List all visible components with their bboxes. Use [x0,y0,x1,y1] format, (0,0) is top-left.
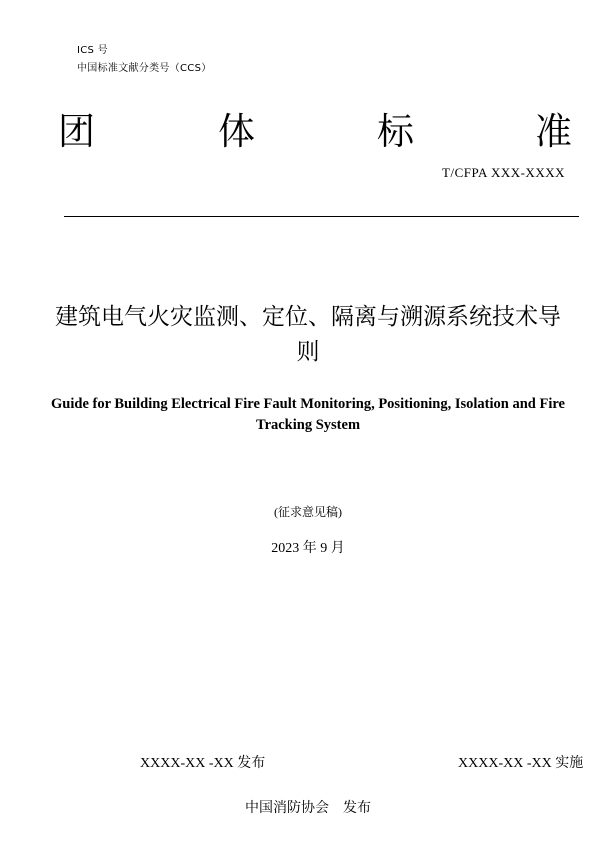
standard-type-char-1: 团 [58,110,95,153]
issuing-organization: 中国消防协会 发布 [245,800,371,816]
header-divider [64,216,579,217]
standard-code: T/CFPA XXX-XXXX [442,165,565,180]
publish-date: XXXX-XX -XX 发布 [140,756,266,771]
implement-date: XXXX-XX -XX 实施 [458,756,584,771]
document-title-chinese: 建筑电气火灾监测、定位、隔离与溯源系统技术导则 [55,304,561,365]
draft-date: 2023 年 9 月 [271,541,345,556]
standard-type-char-3: 标 [377,110,414,153]
ccs-number: 中国标准文献分类号（CCS） [77,63,212,74]
document-title-english: Guide for Building Electrical Fire Fault Monitoring, Positioning, Isolation and Fire Tracking System [51,396,565,433]
draft-status: (征求意见稿) [274,505,342,519]
ics-number: ICS 号 [77,45,108,56]
standard-type-char-2: 体 [218,110,255,153]
standard-type-char-4: 准 [535,110,572,153]
